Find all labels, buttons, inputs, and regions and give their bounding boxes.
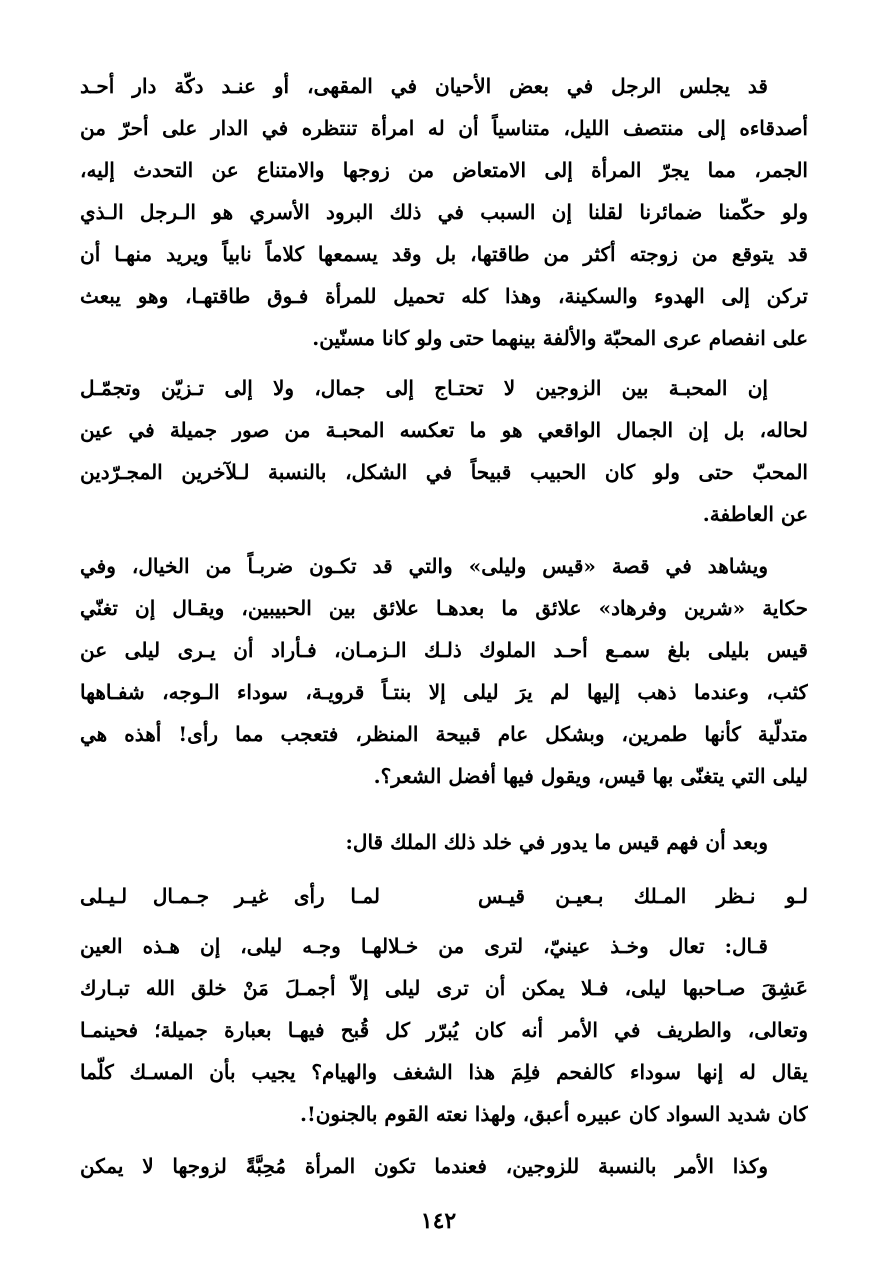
paragraph-1-line-2: أصدقاءه إلى منتصف الليل، متناسياً أن له امرأة تنتظره في الدار على أحرّ من	[80, 116, 808, 140]
paragraph-5-line-2: عَشِقَ صـاحبها ليلى، فـلا يمكن أن ترى ليلى إلاّ أجمـلَ مَنْ خلق الله تبـارك	[80, 976, 808, 1000]
paragraph-5-line-1: قـال: تعال وخـذ عينيّ، لترى من خـلالهـا وجـه ليلى، إن هـذه العين	[80, 934, 768, 958]
paragraph-1-line-6: تركن إلى الهدوء والسكينة، وهذا كله تحميل للمرأة فـوق طاقتهـا، وهو يبعث	[80, 284, 808, 308]
paragraph-1-line-4: ولو حكّمنا ضمائرنا لقلنا إن السبب في ذلك البرود الأسري هو الـرجل الـذي	[80, 200, 808, 224]
paragraph-5-line-4: يقال له إنها سوداء كالفحم فلِمَ هذا الشغف والهيام؟ يجيب بأن المسـك كلّما	[80, 1060, 808, 1084]
paragraph-4-line-1: وبعد أن فهم قيس ما يدور في خلد ذلك الملك قال:	[345, 830, 768, 854]
paragraph-6-line-1: وكذا الأمر بالنسبة للزوجين، فعندما تكون المرأة مُحِبَّةً لزوجها لا يمكن	[80, 1154, 768, 1178]
paragraph-3-line-5: متدلّية كأنها طمرين، وبشكل عام قبيحة المنظر، فتعجب مما رأى! أهذه هي	[80, 722, 808, 746]
book-page	[80, 0, 808, 1272]
page-number: ١٤٢	[420, 1208, 457, 1234]
paragraph-3-line-3: قيس بليلى بلغ سمـع أحـد الملوك ذلـك الـزمـان، فـأراد أن يـرى ليلى عن	[80, 638, 808, 662]
paragraph-3-line-1: ويشاهد في قصة «قيس وليلى» والتي قد تكـون ضربـاً من الخيال، وفي	[80, 554, 768, 578]
paragraph-3-line-6: ليلى التي يتغنّى بها قيس، ويقول فيها أفضل الشعر؟.	[373, 764, 808, 788]
paragraph-5-line-3: وتعالى، والطريف في الأمر أنه كان يُبرّر كل قُبح فيهـا بعبارة جميلة؛ فحينمـا	[80, 1018, 808, 1042]
paragraph-1-line-5: قد يتوقع من زوجته أكثر من طاقتها، بل وقد يسمعها كلاماً نابياً ويريد منهـا أن	[80, 242, 808, 266]
paragraph-2-line-3: المحبّ حتى ولو كان الحبيب قبيحاً في الشكل، بالنسبة لـلآخرين المجـرّدين	[80, 460, 808, 484]
poem-hemistich-2: لمـا رأى غيـر جـمـال لـيـلى	[80, 884, 380, 908]
paragraph-1-line-7: على انفصام عرى المحبّة والألفة بينهما حتى ولو كانا مسنّين.	[312, 326, 808, 350]
paragraph-5-line-5: كان شديد السواد كان عبيره أعبق، ولهذا نعته القوم بالجنون!.	[300, 1102, 808, 1126]
paragraph-3-line-2: حكاية «شرين وفرهاد» علائق ما بعدهـا علائق بين الحبيبين، ويقـال إن تغنّي	[80, 596, 808, 620]
paragraph-2-line-1: إن المحبـة بين الزوجين لا تحتـاج إلى جمال، ولا إلى تـزيّن وتجمّـل	[80, 376, 768, 400]
paragraph-1-line-1: قد يجلس الرجل في بعض الأحيان في المقهى، أو عنـد دكّة دار أحـد	[80, 74, 768, 98]
paragraph-2-line-4: عن العاطفة.	[702, 502, 808, 526]
poem-verse	[80, 876, 808, 916]
poem-hemistich-1: لـو نـظر المـلك بـعيـن قيـس	[478, 884, 808, 908]
paragraph-3-line-4: كثب، وعندما ذهب إليها لم يرَ ليلى إلا بنتـاً قرويـة، سوداء الـوجه، شفـاهها	[80, 680, 808, 704]
paragraph-1-line-3: الجمر، مما يجرّ المرأة إلى الامتعاض من زوجها والامتناع عن التحدث إليه،	[80, 158, 808, 182]
paragraph-2-line-2: لحاله، بل إن الجمال الواقعي هو ما تعكسه المحبـة من صور جميلة في عين	[80, 418, 808, 442]
